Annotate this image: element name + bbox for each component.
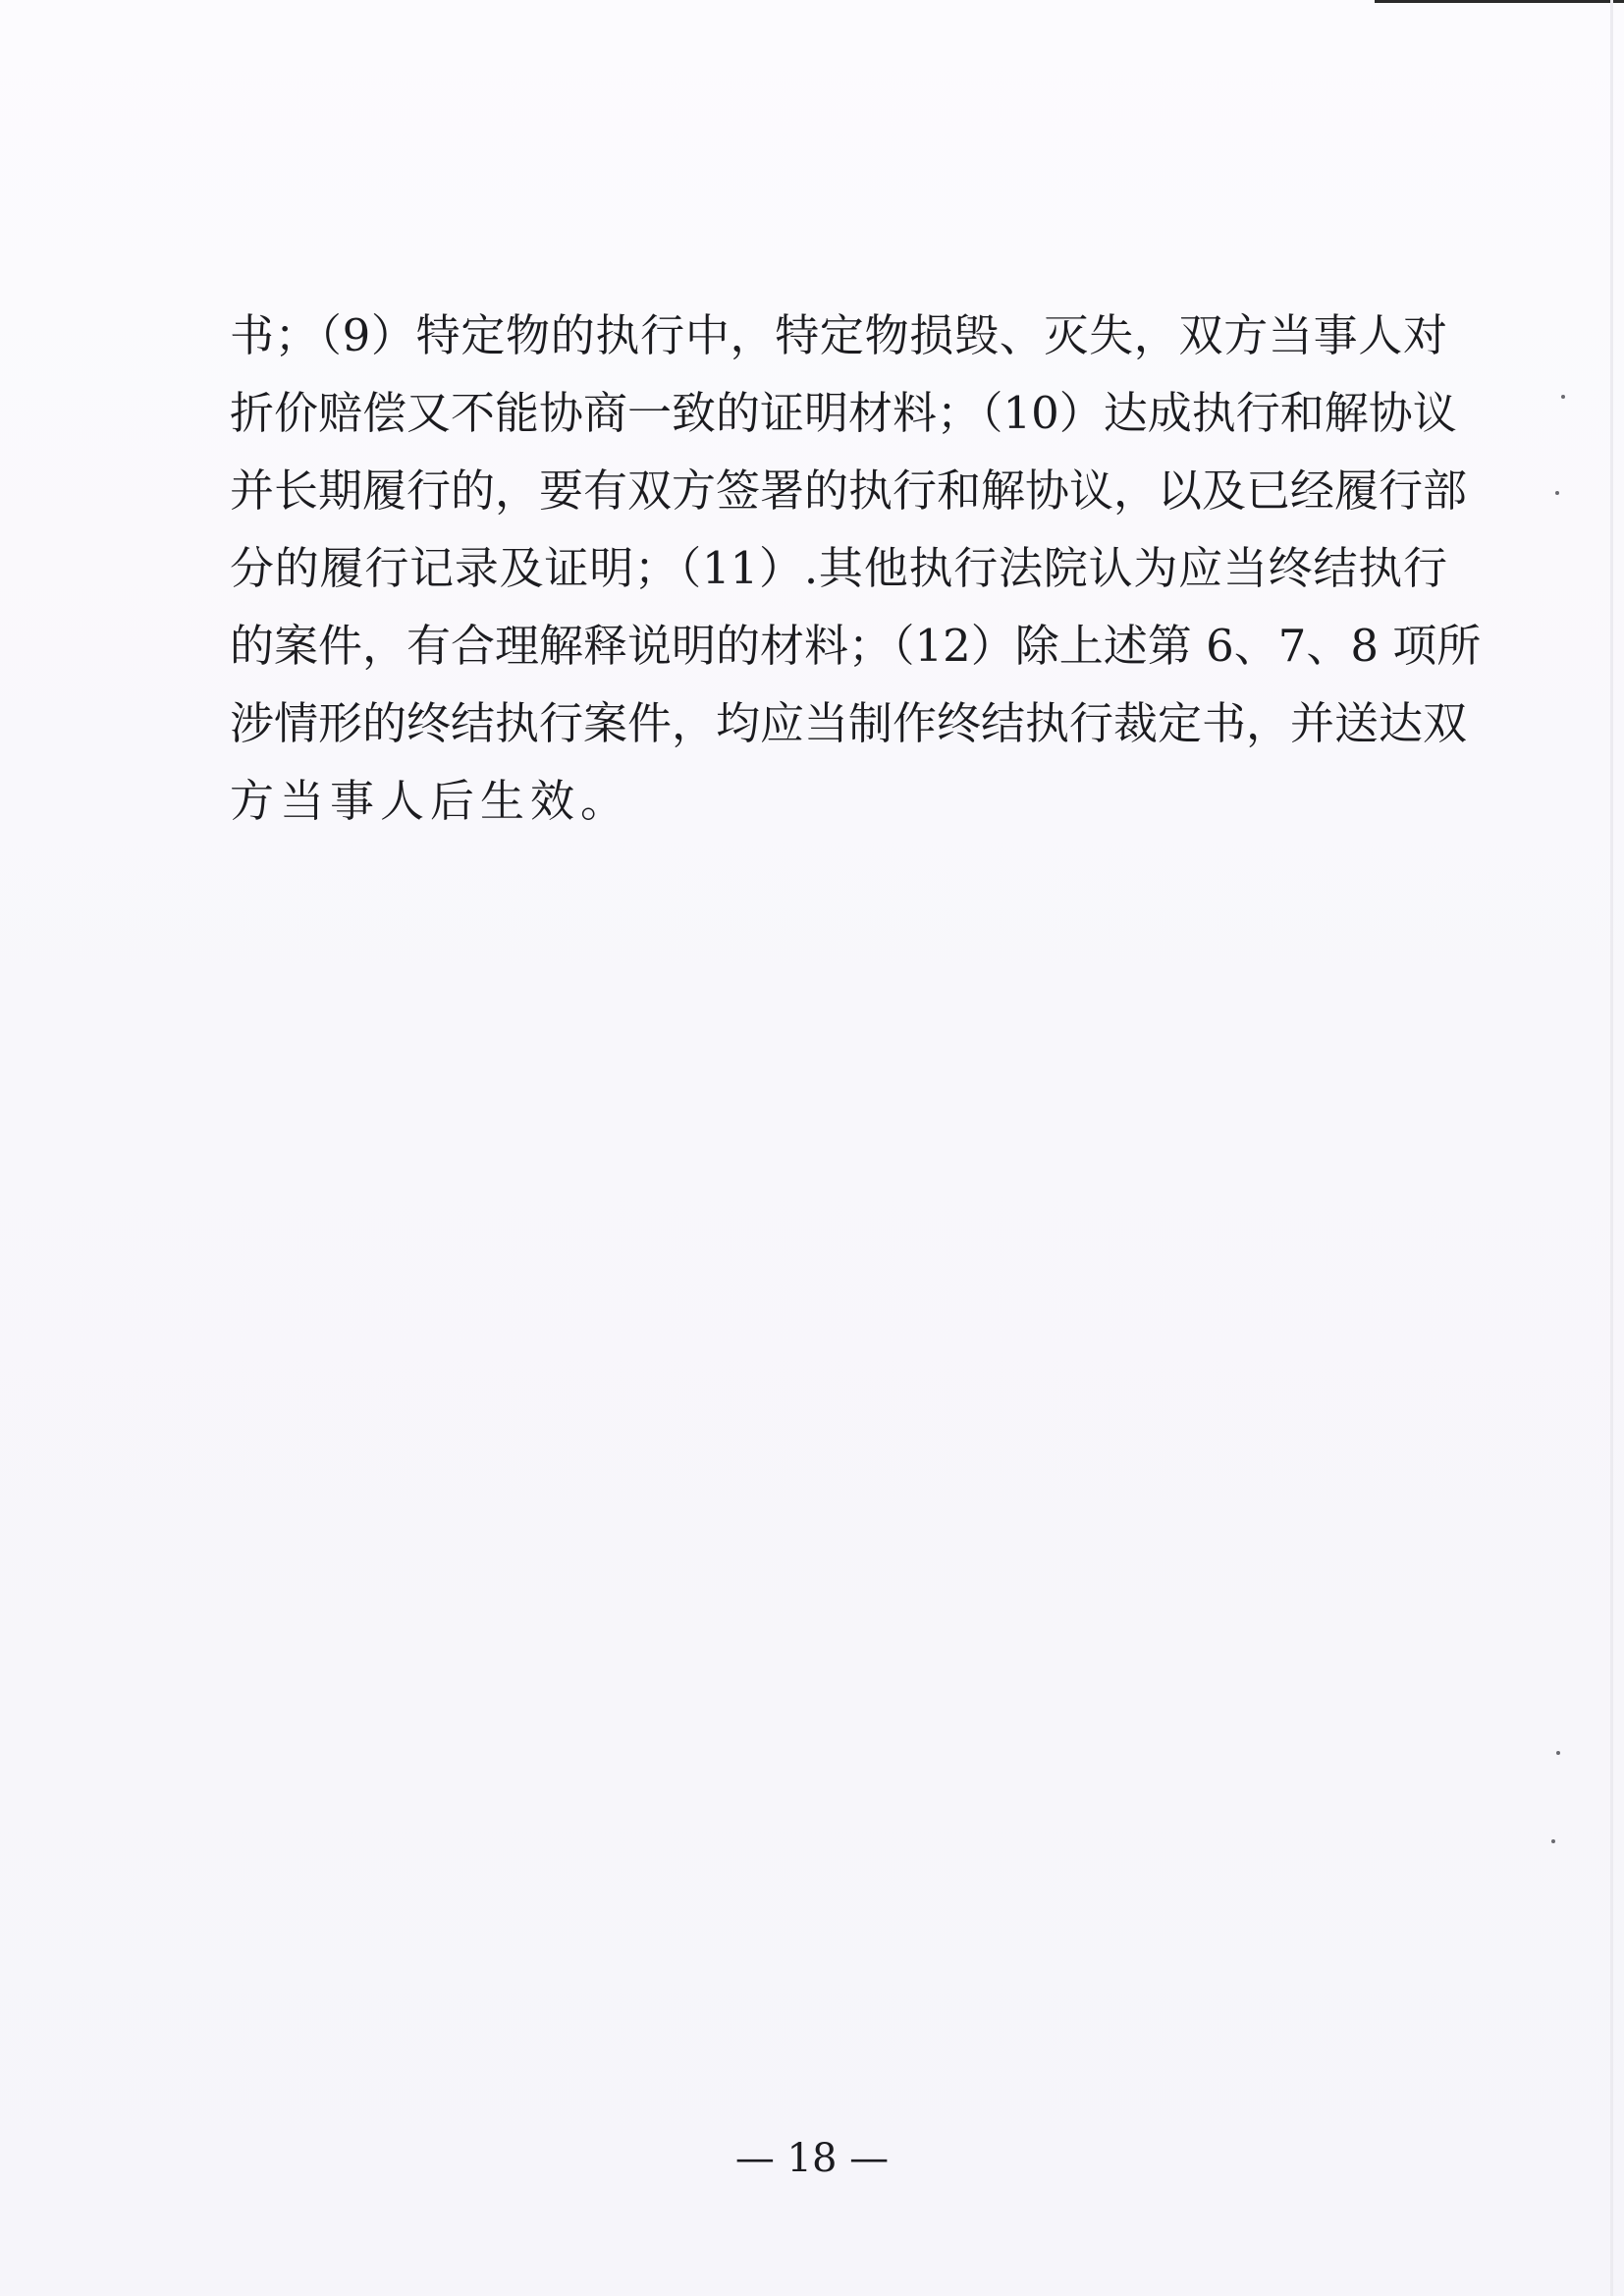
text-line: 书；（9）特定物的执行中，特定物损毁、灭失，双方当事人对 (230, 309, 1447, 361)
text-line: 方当事人后生效。 (230, 775, 631, 827)
page-number: — 18 — (734, 2136, 890, 2181)
scan-speck (1556, 1751, 1560, 1755)
body-paragraph (230, 297, 1482, 840)
text-line: 分的履行记录及证明；（11）.其他执行法院认为应当终结执行 (230, 542, 1447, 594)
scan-edge-right (1610, 0, 1613, 2296)
scan-speck (1561, 395, 1565, 399)
scan-edge-top (1375, 0, 1624, 3)
text-line: 的案件，有合理解释说明的材料；（12）除上述第 6、7、8 项所 (230, 620, 1482, 672)
text-line: 涉情形的终结执行案件，均应当制作终结执行裁定书，并送达双 (230, 697, 1468, 749)
text-line: 并长期履行的，要有双方签署的执行和解协议，以及已经履行部 (230, 465, 1468, 517)
text-line: 折价赔偿又不能协商一致的证明材料；（10）达成执行和解协议 (230, 387, 1457, 439)
scan-speck (1551, 1839, 1555, 1843)
scan-speck (1555, 491, 1559, 495)
